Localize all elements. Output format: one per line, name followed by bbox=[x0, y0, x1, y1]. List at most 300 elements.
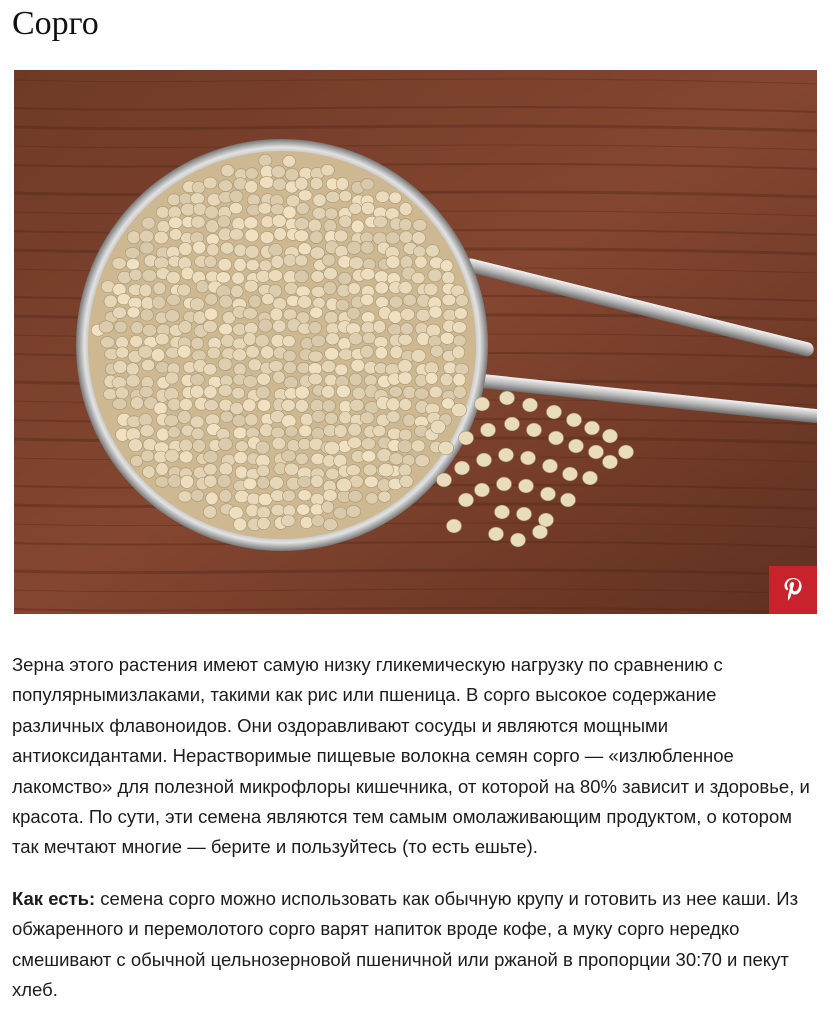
sorghum-grain bbox=[361, 241, 374, 254]
sorghum-grain bbox=[281, 515, 295, 527]
sorghum-grain bbox=[219, 490, 232, 503]
sorghum-grain bbox=[116, 387, 129, 399]
sorghum-grain bbox=[233, 324, 247, 336]
sorghum-grain bbox=[283, 350, 296, 361]
sorghum-grain bbox=[398, 440, 412, 453]
sorghum-grain bbox=[347, 241, 361, 254]
sorghum-grain bbox=[349, 373, 362, 386]
sorghum-grain bbox=[428, 269, 442, 282]
sorghum-grain bbox=[415, 256, 427, 268]
sorghum-grain bbox=[131, 322, 144, 334]
sorghum-grain bbox=[262, 293, 274, 304]
sorghum-grain bbox=[324, 374, 337, 386]
sorghum-grain bbox=[454, 308, 467, 320]
sorghum-grain bbox=[204, 256, 216, 268]
loose-sorghum-grain bbox=[481, 423, 496, 437]
sorghum-grain bbox=[347, 307, 360, 319]
sorghum-grain bbox=[399, 282, 412, 294]
sorghum-grain bbox=[334, 230, 348, 242]
sorghum-grain bbox=[218, 385, 232, 397]
sorghum-grain bbox=[232, 415, 246, 427]
sorghum-grain bbox=[139, 413, 152, 426]
sorghum-grain bbox=[259, 154, 272, 167]
sorghum-grain bbox=[196, 280, 208, 293]
sorghum-grain bbox=[322, 254, 335, 266]
loose-sorghum-grain bbox=[585, 421, 600, 435]
sorghum-grain bbox=[360, 345, 373, 358]
sorghum-grain bbox=[271, 166, 285, 178]
sorghum-grain bbox=[143, 466, 156, 478]
sorghum-grain bbox=[273, 178, 287, 190]
sorghum-grain bbox=[204, 451, 218, 463]
sorghum-grain bbox=[346, 465, 360, 476]
loose-sorghum-grain bbox=[583, 471, 598, 485]
sorghum-grain bbox=[308, 363, 322, 375]
sorghum-grain bbox=[403, 386, 416, 399]
sorghum-grain bbox=[235, 466, 247, 479]
sorghum-grain bbox=[112, 398, 126, 409]
sorghum-grain bbox=[243, 399, 256, 412]
sorghum-grain bbox=[169, 217, 183, 229]
sorghum-grain bbox=[361, 294, 374, 305]
sorghum-grain bbox=[339, 190, 352, 201]
sorghum-grain bbox=[130, 335, 143, 347]
sorghum-grain bbox=[167, 294, 181, 305]
sorghum-grain bbox=[204, 386, 217, 399]
sorghum-grain bbox=[190, 374, 204, 386]
sorghum-grain bbox=[112, 258, 126, 270]
sorghum-grain bbox=[258, 203, 272, 214]
loose-sorghum-grain bbox=[517, 507, 532, 521]
pinterest-icon bbox=[782, 577, 804, 603]
sorghum-grain bbox=[219, 438, 233, 451]
sorghum-grain bbox=[349, 203, 362, 214]
sorghum-grain bbox=[312, 515, 325, 527]
sorghum-grain bbox=[112, 377, 126, 389]
sorghum-grain bbox=[412, 272, 425, 283]
sorghum-grain bbox=[113, 361, 127, 374]
loose-sorghum-grain bbox=[452, 403, 467, 417]
sorghum-grain bbox=[325, 347, 339, 360]
sorghum-grain bbox=[230, 190, 243, 202]
loose-sorghum-grain bbox=[549, 431, 564, 445]
sorghum-grain bbox=[399, 203, 412, 216]
sorghum-grain bbox=[234, 244, 247, 257]
sorghum-grain bbox=[204, 475, 217, 487]
loose-sorghum-grain bbox=[337, 478, 352, 492]
loose-sorghum-grain bbox=[567, 413, 582, 427]
sorghum-grain bbox=[231, 285, 243, 298]
sorghum-grain bbox=[389, 386, 402, 397]
sorghum-grain bbox=[375, 282, 389, 294]
sorghum-grain bbox=[245, 245, 259, 258]
sorghum-grain bbox=[452, 322, 466, 334]
sorghum-grain bbox=[300, 516, 313, 528]
sorghum-grain bbox=[271, 427, 285, 438]
sorghum-grain bbox=[101, 337, 115, 348]
sorghum-grain bbox=[179, 242, 192, 255]
sorghum-grain bbox=[126, 259, 139, 270]
sorghum-grain bbox=[142, 269, 156, 281]
sorghum-grain bbox=[311, 271, 324, 283]
sorghum-grain bbox=[440, 332, 454, 344]
sorghum-grain bbox=[256, 441, 270, 454]
loose-sorghum-grain bbox=[619, 445, 634, 459]
loose-sorghum-grain bbox=[475, 397, 490, 411]
sorghum-grain bbox=[311, 453, 325, 464]
sorghum-grain bbox=[361, 268, 375, 280]
sorghum-grain bbox=[205, 206, 219, 219]
loose-sorghum-grain bbox=[603, 455, 618, 469]
sorghum-grain bbox=[233, 427, 247, 439]
sorghum-grain bbox=[349, 257, 363, 270]
sorghum-grain bbox=[193, 439, 206, 452]
sorghum-grain bbox=[190, 416, 204, 428]
sorghum-grain bbox=[190, 385, 204, 398]
sorghum-grain bbox=[156, 362, 170, 373]
sorghum-grain bbox=[362, 450, 376, 462]
sorghum-grain bbox=[456, 294, 469, 306]
sorghum-grain bbox=[219, 323, 233, 335]
sorghum-grain bbox=[308, 219, 321, 232]
sorghum-grain bbox=[142, 217, 155, 229]
sorghum-grain bbox=[398, 334, 412, 345]
loose-sorghum-grain bbox=[437, 473, 452, 487]
sorghum-grain bbox=[416, 309, 430, 321]
sorghum-grain bbox=[326, 468, 339, 479]
sorghum-grain bbox=[297, 504, 310, 515]
sorghum-grain bbox=[298, 476, 312, 488]
how-to-eat-text: семена сорго можно использовать как обычную крупу и готовить из нее каши. Из обжаренного и перемолотого сорго варят напиток вроде кофе, а муку сорго нередко смешивают с обычной цельнозерновой пшеничной или ржаной в пропорции 30:70 и пекут хлеб. bbox=[12, 887, 799, 1001]
sorghum-grain bbox=[154, 231, 168, 244]
sorghum-grain bbox=[191, 216, 205, 228]
sorghum-grain bbox=[334, 507, 347, 519]
sorghum-grain bbox=[310, 247, 324, 259]
sorghum-grain bbox=[350, 399, 364, 411]
sorghum-grain bbox=[168, 427, 180, 438]
sorghum-grain bbox=[351, 220, 364, 233]
sorghum-grain bbox=[272, 438, 286, 450]
sorghum-grain bbox=[246, 168, 259, 180]
sorghum-grain bbox=[430, 345, 443, 357]
sorghum-grain bbox=[244, 333, 257, 346]
sorghum-grain bbox=[374, 336, 388, 348]
sorghum-grain bbox=[417, 332, 430, 345]
sorghum-grain bbox=[308, 373, 322, 385]
sorghum-grain bbox=[322, 400, 335, 412]
sorghum-grain bbox=[387, 398, 400, 411]
sorghum-grain bbox=[335, 364, 348, 376]
sorghum-illustration bbox=[14, 70, 817, 614]
sorghum-grain bbox=[220, 411, 233, 422]
sorghum-grain bbox=[245, 414, 258, 426]
sorghum-grain bbox=[219, 463, 233, 476]
sorghum-grain bbox=[127, 307, 140, 318]
sorghum-grain bbox=[139, 284, 151, 297]
loose-sorghum-grain bbox=[547, 405, 562, 419]
sorghum-grain bbox=[295, 177, 308, 190]
sorghum-grain bbox=[234, 518, 247, 531]
sorghum-grain bbox=[256, 270, 270, 282]
sorghum-grain bbox=[99, 321, 113, 333]
sorghum-grain bbox=[114, 321, 127, 333]
sorghum-grain bbox=[324, 267, 338, 279]
pinterest-share-button[interactable] bbox=[769, 566, 817, 614]
sorghum-grain bbox=[399, 399, 412, 411]
sorghum-grain bbox=[243, 478, 256, 490]
loose-sorghum-grain bbox=[569, 439, 584, 453]
sorghum-grain bbox=[230, 229, 244, 240]
sorghum-grain bbox=[193, 311, 206, 324]
sorghum-grain bbox=[299, 425, 312, 437]
sorghum-grain bbox=[218, 258, 232, 271]
loose-sorghum-grain bbox=[477, 453, 492, 467]
sorghum-grain bbox=[346, 505, 360, 517]
sorghum-grain bbox=[336, 299, 349, 310]
sorghum-grain bbox=[179, 321, 192, 334]
sorghum-grain bbox=[283, 336, 296, 347]
sorghum-grain bbox=[374, 216, 388, 228]
sorghum-grain bbox=[260, 176, 274, 188]
sorghum-grain bbox=[362, 332, 375, 343]
sorghum-grain bbox=[297, 203, 310, 215]
sorghum-grain bbox=[207, 244, 219, 256]
sorghum-grain bbox=[273, 320, 286, 332]
sorghum-grain bbox=[236, 441, 249, 452]
sorghum-grain bbox=[258, 319, 272, 332]
sorghum-grain bbox=[125, 247, 139, 258]
sorghum-grain bbox=[282, 415, 296, 428]
sorghum-grain bbox=[138, 345, 152, 358]
sorghum-grain bbox=[217, 474, 231, 487]
sorghum-grain bbox=[413, 246, 425, 257]
loose-sorghum-grain bbox=[475, 483, 490, 497]
sorghum-grain bbox=[401, 309, 415, 321]
sorghum-grain bbox=[193, 203, 207, 215]
sorghum-grain bbox=[246, 504, 259, 517]
sorghum-grain bbox=[205, 293, 218, 305]
sorghum-grain bbox=[249, 295, 261, 308]
sorghum-grain bbox=[205, 400, 219, 411]
sorghum-grain bbox=[411, 440, 425, 452]
sorghum-grain bbox=[140, 230, 154, 242]
sorghum-grain bbox=[284, 362, 297, 374]
sorghum-grain bbox=[203, 506, 216, 519]
sorghum-grain bbox=[311, 475, 323, 488]
sorghum-grain bbox=[221, 242, 234, 254]
sorghum-grain bbox=[165, 449, 179, 462]
sorghum-grain bbox=[297, 362, 310, 373]
sorghum-grain bbox=[282, 490, 295, 501]
sorghum-grain bbox=[361, 202, 374, 215]
sorghum-grain bbox=[270, 476, 284, 489]
sorghum-grain bbox=[285, 463, 299, 475]
sorghum-grain bbox=[398, 372, 412, 385]
sorghum-grain bbox=[131, 397, 144, 410]
sorghum-grain bbox=[348, 423, 361, 436]
loose-sorghum-grain bbox=[521, 451, 536, 465]
sorghum-grain bbox=[361, 438, 375, 450]
sorghum-grain bbox=[294, 230, 308, 242]
sorghum-grain bbox=[388, 324, 402, 336]
sorghum-grain bbox=[203, 364, 216, 375]
sorghum-grain bbox=[143, 324, 157, 336]
sorghum-grain bbox=[129, 269, 142, 280]
sorghum-grain bbox=[103, 388, 116, 399]
sorghum-grain bbox=[235, 490, 249, 503]
sorghum-grain bbox=[260, 231, 274, 243]
loose-sorghum-grain bbox=[603, 429, 618, 443]
sorghum-grain bbox=[322, 360, 336, 372]
sorghum-grain bbox=[190, 193, 204, 204]
sorghum-grain bbox=[245, 229, 259, 242]
sorghum-grain bbox=[193, 241, 206, 254]
sorghum-grain bbox=[180, 475, 193, 488]
loose-sorghum-grain bbox=[527, 423, 542, 437]
sorghum-grain bbox=[246, 259, 259, 270]
loose-sorghum-grain bbox=[447, 519, 462, 533]
loose-sorghum-grain bbox=[511, 533, 526, 547]
sorghum-grain bbox=[298, 438, 311, 450]
sorghum-grain bbox=[116, 347, 129, 358]
sorghum-grain bbox=[348, 490, 362, 502]
sorghum-grain bbox=[271, 255, 284, 268]
loose-sorghum-grain bbox=[459, 431, 474, 445]
sorghum-grain bbox=[168, 194, 181, 206]
sorghum-grain bbox=[178, 345, 191, 358]
sorghum-grain bbox=[339, 412, 352, 424]
loose-sorghum-grain bbox=[523, 398, 538, 412]
sorghum-grain bbox=[310, 231, 323, 244]
sorghum-grain bbox=[403, 414, 416, 427]
sorghum-grain bbox=[203, 177, 217, 189]
sorghum-grain bbox=[322, 385, 335, 398]
sorghum-grain bbox=[295, 255, 308, 266]
sorghum-grain bbox=[336, 385, 350, 398]
sorghum-grain bbox=[300, 413, 313, 426]
sorghum-grain bbox=[326, 191, 340, 202]
sorghum-grain bbox=[453, 335, 466, 347]
sorghum-grain bbox=[313, 194, 326, 207]
sorghum-grain bbox=[232, 218, 245, 231]
sorghum-grain bbox=[296, 453, 309, 465]
sorghum-grain bbox=[167, 271, 181, 284]
loose-sorghum-grain bbox=[497, 477, 512, 491]
loose-sorghum-grain bbox=[543, 459, 558, 473]
sorghum-grain bbox=[309, 322, 322, 334]
sorghum-grain bbox=[373, 320, 385, 333]
sorghum-grain bbox=[221, 335, 235, 348]
sorghum-grain bbox=[140, 386, 154, 397]
sorghum-grain bbox=[205, 308, 218, 320]
sorghum-grain bbox=[140, 242, 154, 254]
sorghum-grain bbox=[229, 203, 242, 214]
sorghum-grain bbox=[274, 228, 287, 241]
sorghum-grain bbox=[219, 180, 233, 192]
sorghum-grain bbox=[256, 386, 270, 399]
sorghum-grain bbox=[259, 260, 272, 271]
sorghum-grain bbox=[334, 425, 347, 438]
sorghum-grain bbox=[190, 298, 204, 311]
sorghum-grain bbox=[246, 346, 259, 359]
sorghum-grain bbox=[179, 451, 193, 463]
sorghum-grain bbox=[257, 506, 270, 518]
sorghum-grain bbox=[218, 358, 232, 371]
loose-sorghum-grain bbox=[505, 417, 520, 431]
sorghum-grain bbox=[325, 412, 338, 424]
sorghum-grain bbox=[206, 492, 218, 505]
sorghum-grain bbox=[269, 244, 283, 257]
sorghum-grain bbox=[168, 475, 182, 488]
paragraph-how-to-eat bbox=[12, 884, 812, 1006]
sorghum-grain bbox=[413, 219, 427, 231]
sorghum-grain bbox=[155, 476, 169, 487]
sorghum-grain bbox=[348, 437, 362, 448]
sorghum-grain bbox=[244, 280, 258, 292]
sorghum-grain bbox=[165, 415, 179, 427]
loose-sorghum-grain bbox=[589, 445, 604, 459]
sorghum-grain bbox=[179, 439, 192, 452]
sorghum-grain bbox=[282, 399, 296, 411]
sorghum-grain bbox=[203, 320, 217, 332]
sorghum-grain bbox=[248, 359, 261, 371]
loose-sorghum-grain bbox=[519, 479, 534, 493]
sorghum-grain bbox=[140, 309, 153, 321]
sorghum-grain bbox=[154, 257, 168, 270]
sorghum-grain bbox=[260, 424, 273, 437]
sorghum-grain bbox=[261, 346, 274, 359]
loose-sorghum-grain bbox=[455, 461, 470, 475]
sorghum-grain bbox=[257, 465, 270, 477]
sorghum-grain bbox=[283, 254, 296, 266]
sorghum-grain bbox=[273, 371, 285, 383]
sorghum-grain bbox=[284, 376, 298, 388]
loose-sorghum-grain bbox=[499, 448, 514, 462]
sorghum-grain bbox=[269, 360, 283, 371]
sorghum-grain bbox=[429, 306, 442, 318]
sorghum-grain bbox=[296, 286, 310, 297]
sorghum-grain bbox=[442, 294, 456, 306]
sorghum-grain bbox=[389, 192, 402, 204]
sorghum-grain bbox=[311, 335, 325, 347]
sorghum-grain bbox=[257, 517, 270, 529]
sorghum-grain bbox=[442, 271, 455, 284]
sorghum-grain bbox=[206, 220, 219, 233]
sorghum-grain bbox=[351, 359, 365, 372]
sorghum-grain bbox=[243, 308, 257, 319]
sorghum-grain bbox=[169, 229, 182, 241]
sorghum-grain bbox=[298, 190, 312, 201]
sorghum-grain bbox=[375, 347, 387, 359]
sorghum-grain bbox=[440, 373, 453, 386]
sorghum-grain bbox=[234, 258, 246, 271]
loose-sorghum-grain bbox=[459, 493, 474, 507]
sorghum-grain bbox=[400, 475, 414, 488]
sorghum-grain bbox=[295, 386, 309, 399]
sorghum-grain bbox=[269, 270, 283, 282]
sorghum-grain bbox=[326, 333, 340, 345]
sorghum-grain bbox=[389, 296, 402, 308]
sorghum-grain bbox=[204, 464, 217, 475]
sorghum-grain bbox=[312, 208, 326, 220]
sorghum-grain bbox=[386, 232, 400, 244]
sorghum-grain bbox=[283, 155, 296, 167]
sorghum-grain bbox=[399, 429, 412, 441]
sorghum-grain bbox=[142, 359, 155, 371]
sorghum-grain bbox=[440, 260, 453, 272]
sorghum-grain bbox=[270, 308, 283, 321]
sorghum-grain bbox=[452, 346, 464, 359]
